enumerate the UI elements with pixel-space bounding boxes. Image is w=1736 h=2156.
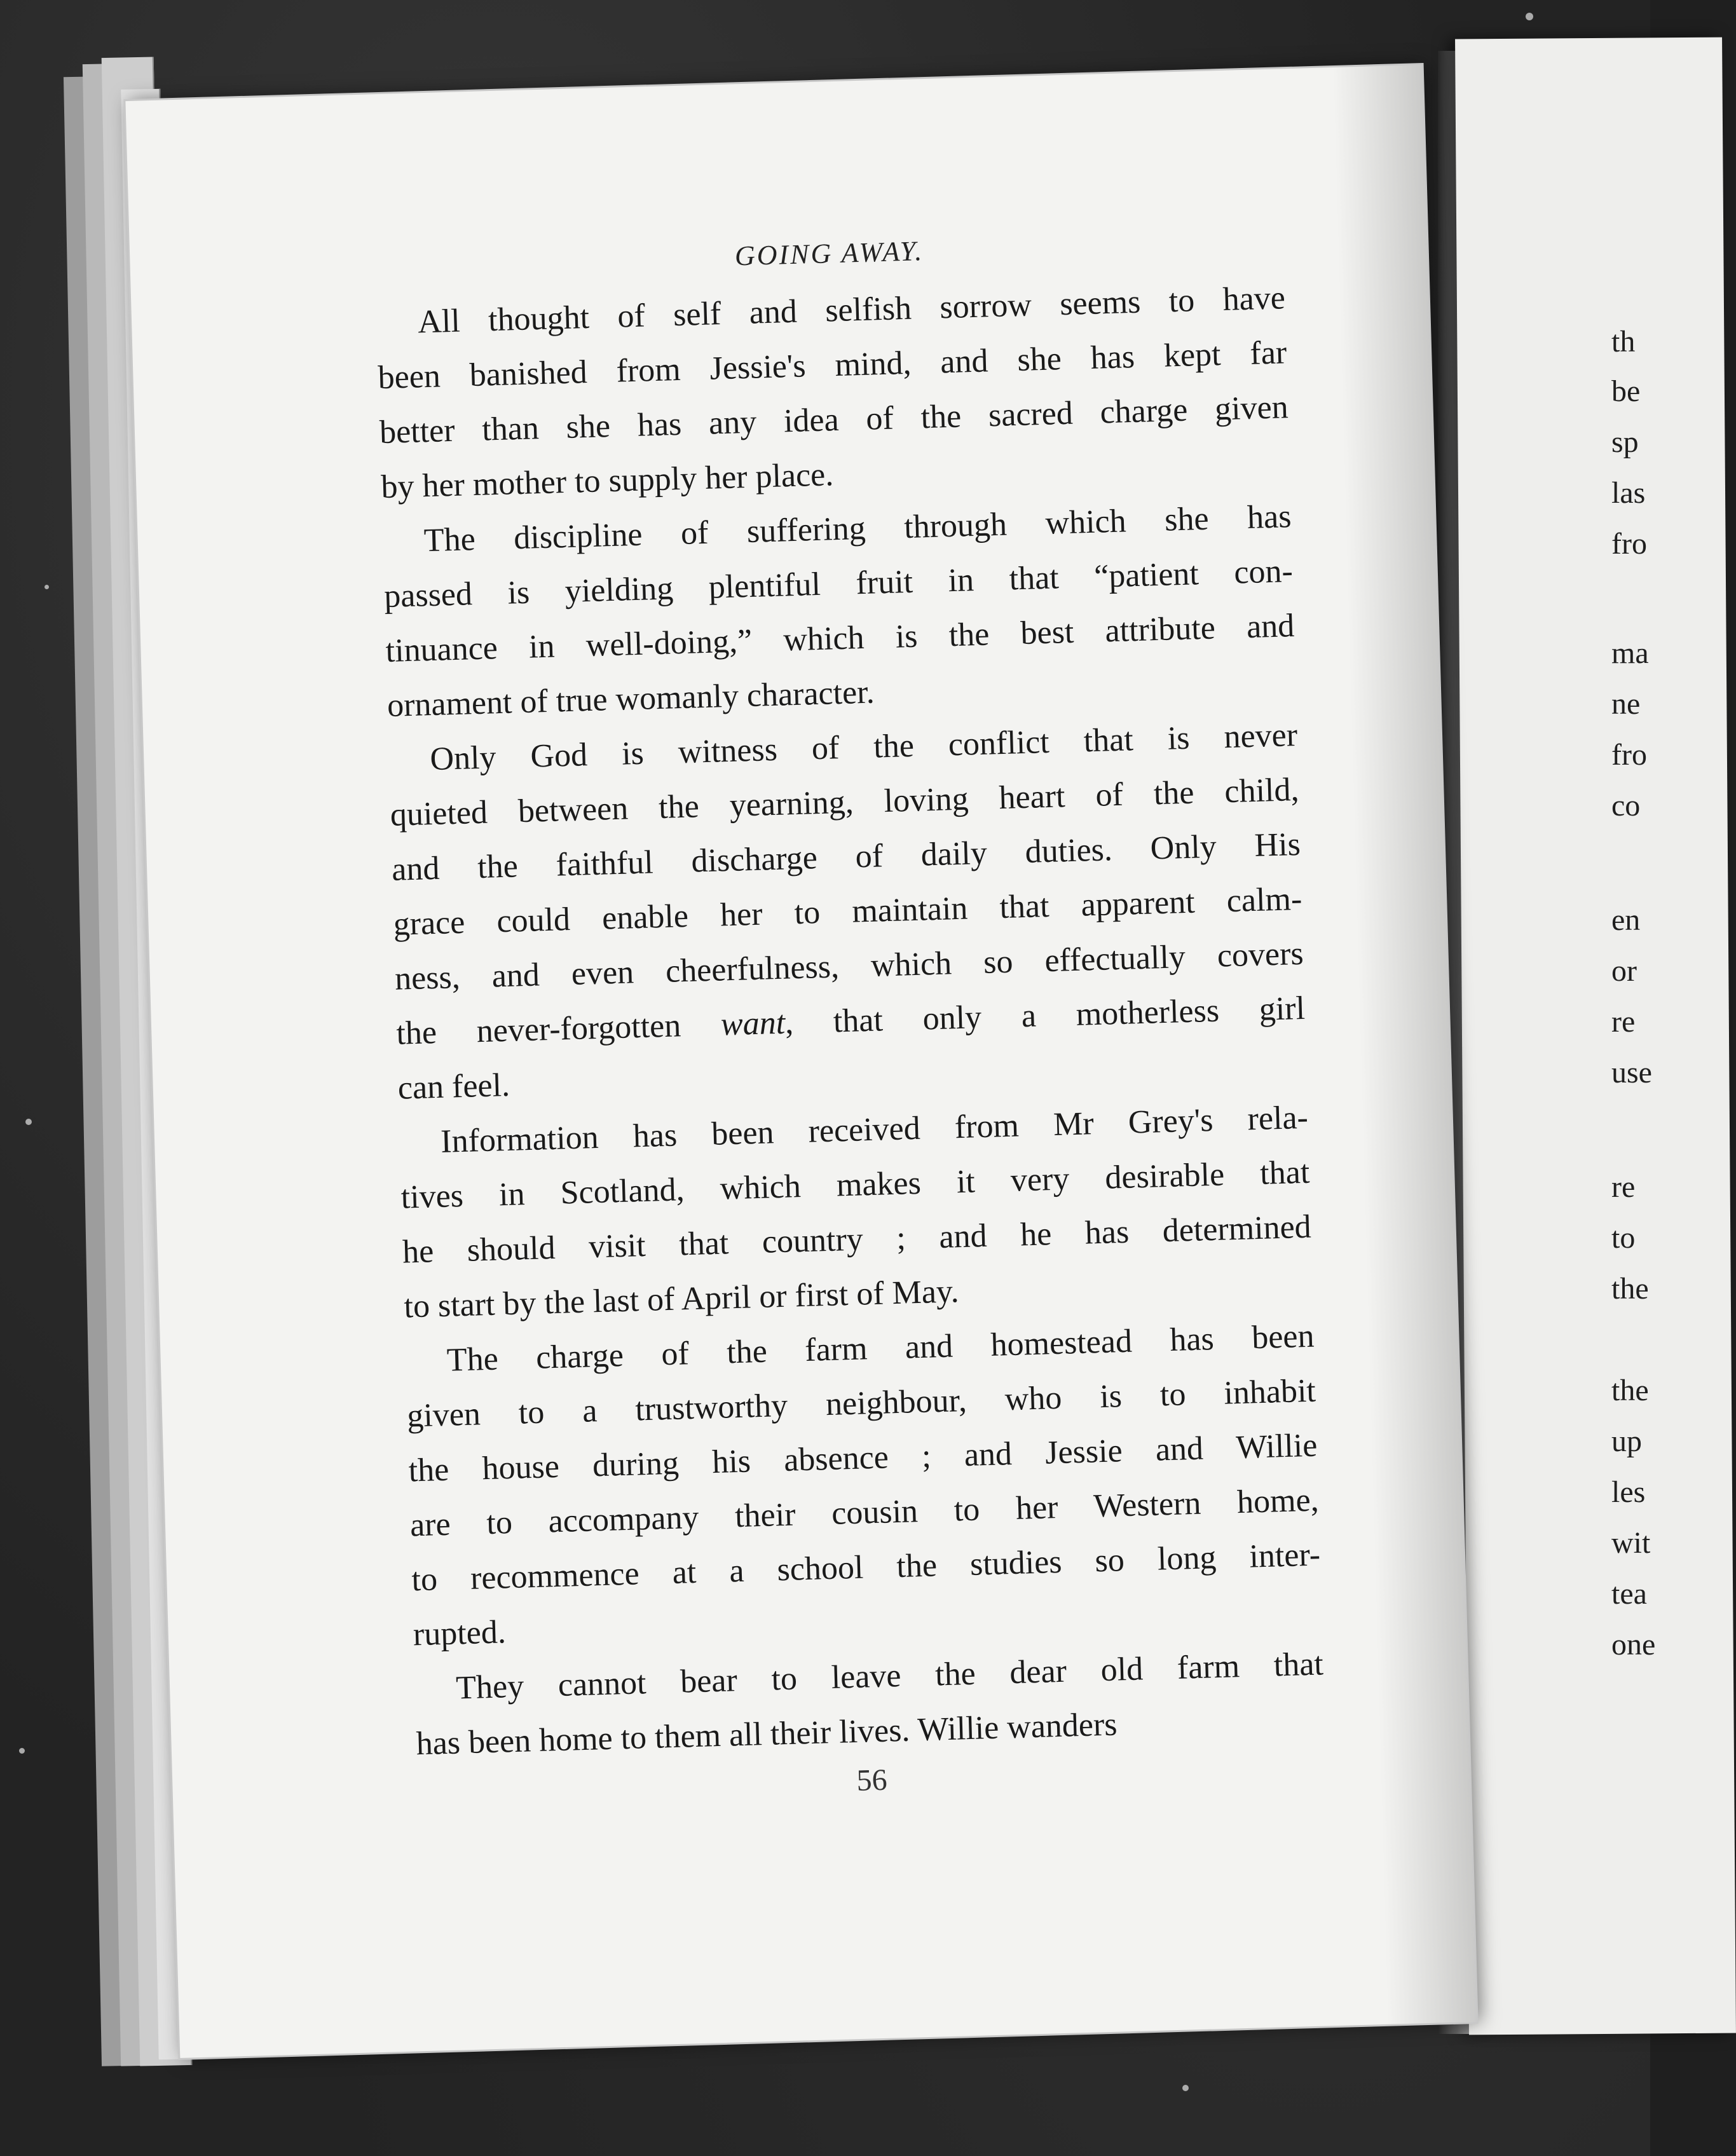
text-line: They cannot bear to leave the dear old farm that <box>455 1646 1324 1707</box>
text-line: the house during his absence ; and Jessie and Willie <box>407 1427 1318 1489</box>
facing-text-fragment: ne <box>1611 687 1641 721</box>
facing-text-fragment: use <box>1611 1056 1652 1089</box>
facing-page <box>1455 38 1736 2035</box>
text-block <box>374 224 1327 1810</box>
text-line: The discipline of suffering through which she has <box>423 498 1292 559</box>
facing-text-fragment: up <box>1611 1424 1642 1458</box>
text-line: rupted. <box>413 1614 507 1653</box>
text-line: passed is yielding plentiful fruit in that “patient con- <box>383 553 1294 615</box>
text-line: Information has been received from Mr Grey's rela- <box>440 1099 1309 1160</box>
text-line: and the faithful discharge of daily duties. Only His <box>391 826 1301 888</box>
facing-text-fragment: las <box>1611 476 1646 510</box>
emphasis: want <box>720 1004 786 1043</box>
facing-text-fragment: wit <box>1611 1526 1651 1560</box>
text-line: The charge of the farm and homestead has been <box>446 1318 1315 1379</box>
text-line: to recommence at a school the studies so long inter- <box>411 1536 1321 1599</box>
facing-text-fragment: re <box>1611 1170 1636 1204</box>
text-line: are to accompany their cousin to her Western home, <box>409 1482 1320 1544</box>
text-line: Only God is witness of the conflict that is never <box>429 717 1298 778</box>
text-line: better than she has any idea of the sacred charge given <box>379 389 1289 451</box>
text-line: he should visit that country ; and he has determined <box>402 1208 1312 1271</box>
facing-text-fragment: re <box>1611 1005 1636 1039</box>
text-line: tinuance in well-doing,” which is the best attribute and <box>385 608 1295 669</box>
facing-text-fragment: sp <box>1611 425 1639 459</box>
facing-text-fragment: tea <box>1611 1577 1647 1611</box>
page-number: 56 <box>856 1763 888 1798</box>
text-line: has been home to them all their lives. Willie wanders <box>415 1706 1118 1763</box>
facing-text-fragment: the <box>1611 1374 1649 1407</box>
facing-text-fragment: to <box>1611 1221 1636 1255</box>
dust-speck <box>1182 2085 1189 2091</box>
text-line: All thought of self and selfish sorrow seems to have <box>417 280 1286 341</box>
facing-text-fragment: th <box>1611 325 1636 358</box>
text-line: can feel. <box>397 1067 510 1107</box>
text-line: ness, and even cheerfulness, which so effectually covers <box>394 935 1304 997</box>
body-text <box>376 271 1325 1771</box>
dust-speck <box>44 585 49 589</box>
facing-text-fragment: co <box>1611 789 1641 822</box>
facing-text-fragment: one <box>1611 1628 1656 1661</box>
facing-text-fragment: les <box>1611 1475 1646 1509</box>
dust-speck <box>19 1748 25 1754</box>
facing-text-fragment: or <box>1611 954 1637 988</box>
text-line: been banished from Jessie's mind, and she has kept far <box>377 334 1287 397</box>
dust-speck <box>25 1119 32 1125</box>
text-line: grace could enable her to maintain that apparent calm- <box>392 880 1302 943</box>
facing-text-fragment: fro <box>1611 738 1647 772</box>
text-line: given to a trustworthy neighbour, who is to inhabit <box>406 1372 1316 1435</box>
text-line: by her mother to supply her place. <box>380 456 834 506</box>
text-line: ornament of true womanly character. <box>386 674 875 724</box>
book-page <box>125 65 1476 2058</box>
text-line: to start by the last of April or first of May. <box>403 1273 960 1325</box>
text-line: quieted between the yearning, loving heart of the child, <box>390 771 1300 833</box>
text-line: the never-forgotten want, that only a motherless girl <box>395 990 1306 1052</box>
dust-speck <box>1526 13 1533 20</box>
facing-text-fragment: fro <box>1611 527 1647 561</box>
facing-text-fragment: the <box>1611 1272 1649 1306</box>
facing-text-fragment: en <box>1611 903 1641 937</box>
text-line: tives in Scotland, which makes it very desirable that <box>400 1154 1310 1216</box>
facing-text-fragment: ma <box>1611 636 1649 670</box>
facing-text-fragment: be <box>1611 374 1641 408</box>
running-head: GOING AWAY. <box>734 235 924 272</box>
